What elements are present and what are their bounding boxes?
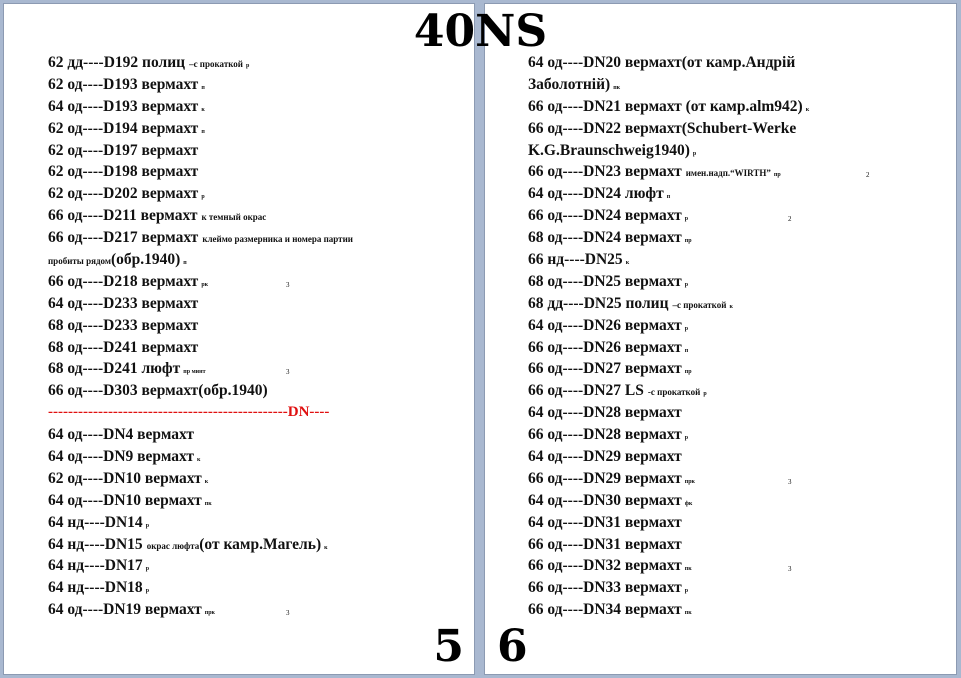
entry-line: [528, 358, 948, 380]
entry-mark: к: [201, 106, 205, 113]
entry-mark: пр: [684, 238, 692, 245]
entry-mark: р: [246, 63, 250, 69]
entry-text: 64 од----DN24 люфт: [528, 185, 664, 203]
entry-line: [528, 249, 948, 271]
entry-mark: п: [183, 260, 187, 267]
entry-mark: пр: [684, 369, 692, 376]
section-separator: ------------------------------------------------DN----: [48, 404, 330, 421]
entry-line: [528, 227, 948, 249]
entry-line: [48, 555, 468, 577]
entry-line: [48, 380, 468, 402]
entry-text: 66 од----DN23 вермахт: [528, 163, 682, 181]
entry-superscript: 3: [286, 368, 290, 377]
entry-line: [528, 183, 948, 205]
entry-text: 66 од----DN31 вермахт: [528, 535, 682, 553]
entry-note: –с прокаткой: [189, 59, 243, 69]
entry-line: [48, 337, 468, 359]
entry-line: [48, 227, 468, 249]
entry-text: 66 од----D217 вермахт: [48, 229, 199, 247]
entry-text: 62 од----D198 вермахт: [48, 163, 199, 181]
entry-text: 66 од----DN33 вермахт: [528, 579, 682, 597]
entry-line: [48, 446, 468, 468]
entry-note: окрас люфта: [146, 540, 200, 551]
entry-line: [528, 555, 948, 577]
entry-superscript: 3: [286, 280, 290, 289]
entry-line: [48, 249, 468, 271]
entry-line: [48, 161, 468, 183]
entry-superscript: 3: [788, 565, 792, 574]
entry-text: 62 од----D193 вермахт: [48, 75, 199, 93]
entry-text: 64 од----DN20 вермахт(от камр.Андрій: [528, 54, 796, 71]
entry-mark: п: [666, 194, 671, 201]
entry-text: 64 нд----DN17: [48, 557, 143, 575]
entry-line: [528, 140, 948, 162]
entry-note: пробиты рядом: [48, 256, 111, 267]
entry-text: 68 од----D233 вермахт: [48, 316, 199, 334]
entry-line: [48, 74, 468, 96]
entry-mark: п: [201, 128, 205, 135]
entry-text: 64 од----D193 вермахт: [48, 97, 199, 115]
entry-mark: р: [684, 435, 689, 442]
entry-mark: прк: [684, 478, 696, 485]
entry-text: 64 од----DN28 вермахт: [528, 404, 682, 422]
entry-line: [48, 468, 468, 490]
entry-line: [528, 293, 948, 315]
entry-superscript: 3: [286, 609, 290, 618]
entry-mark: р: [684, 325, 689, 332]
entry-text-extra: (обр.1940): [110, 251, 181, 269]
entry-mark: к: [204, 478, 209, 485]
entry-line: [528, 118, 948, 140]
entry-text: 64 од----DN29 вермахт: [528, 448, 682, 466]
entry-text: 66 од----DN27 LS: [528, 382, 644, 400]
entry-text: 66 од----DN34 вермахт: [528, 601, 682, 619]
entry-text: 68 од----D241 вермахт: [48, 338, 199, 356]
entry-line: [48, 534, 468, 556]
document-title: 40NS: [413, 6, 548, 57]
entry-text: Заболотній): [528, 75, 611, 93]
entry-line: [528, 534, 948, 556]
entry-text: 66 од----D211 вермахт: [48, 207, 198, 225]
entry-text: 64 од----DN26 вермахт: [528, 316, 682, 334]
entry-line: [528, 446, 948, 468]
entry-mark: р: [145, 522, 150, 529]
entry-line: [48, 599, 468, 621]
entry-mark: к: [197, 457, 201, 464]
entry-line: [528, 577, 948, 599]
entry-text: 64 од----DN9 вермахт: [48, 448, 194, 466]
entry-text: 66 нд----DN25: [528, 251, 623, 269]
entry-text: 62 од----D194 вермахт: [48, 119, 199, 137]
entry-text: 66 од----DN24 вермахт: [528, 207, 682, 225]
entry-line: [528, 599, 948, 621]
entry-text: 62 од----DN10 вермахт: [48, 469, 202, 487]
entry-text: 66 од----DN29 вермахт: [528, 469, 682, 487]
entry-mark: р: [145, 566, 150, 573]
entry-line: [528, 96, 948, 118]
entry-text: 66 од----DN21 вермахт (от камр.alm942): [528, 97, 803, 115]
entry-text: 64 нд----DN18: [48, 579, 143, 597]
entry-line: [48, 358, 468, 380]
right-page-lines: [528, 52, 948, 621]
entry-superscript: 2: [866, 171, 870, 180]
entry-line: [528, 468, 948, 490]
entry-mark: к: [324, 544, 328, 551]
entry-mark: пр: [773, 172, 781, 179]
entry-superscript: 3: [788, 477, 792, 486]
entry-note: –с прокаткой: [672, 299, 727, 310]
entry-text: K.G.Braunschweig1940): [528, 141, 690, 159]
entry-mark: к: [729, 303, 733, 310]
entry-mark: п: [684, 347, 689, 354]
entry-note: -с прокаткой: [647, 387, 701, 398]
entry-mark: к: [805, 106, 810, 113]
entry-text: 66 од----DN28 вермахт: [528, 426, 682, 444]
entry-line: [528, 424, 948, 446]
entry-mark: пк: [613, 84, 621, 91]
entry-line: [528, 315, 948, 337]
entry-line: [528, 161, 948, 183]
entry-mark: фк: [684, 500, 693, 507]
entry-line: [48, 140, 468, 162]
entry-line: [528, 74, 948, 96]
entry-line: [48, 205, 468, 227]
entry-note: клеймо размерника и номера партии: [202, 234, 353, 245]
entry-line: [48, 96, 468, 118]
entry-mark: пк: [684, 566, 692, 573]
entry-mark: пк: [204, 500, 212, 507]
entry-mark: рк: [201, 281, 209, 288]
entry-line: [528, 337, 948, 359]
entry-text: 66 од----DN32 вермахт: [528, 557, 682, 575]
entry-line: [48, 490, 468, 512]
entry-mark: пр минт: [183, 369, 206, 376]
entry-text: 66 од----DN22 вермахт(Schubert-Werke: [528, 119, 797, 137]
entry-superscript: 2: [788, 215, 792, 224]
entry-line: [48, 424, 468, 446]
entry-line: [48, 512, 468, 534]
entry-mark: р: [201, 194, 205, 201]
entry-note: к темный окрас: [201, 212, 267, 223]
entry-mark: пк: [684, 610, 692, 617]
left-page-lines: [48, 52, 468, 621]
entry-text: 68 од----D241 люфт: [48, 360, 181, 378]
entry-text: 64 од----DN19 вермахт: [48, 601, 202, 619]
entry-text: 64 од----DN10 вермахт: [48, 491, 202, 509]
entry-line: [528, 512, 948, 534]
entry-text: 62 дд----D192 полиц: [48, 54, 186, 71]
entry-mark: р: [684, 281, 689, 288]
entry-mark: р: [684, 588, 689, 595]
entry-mark: р: [692, 150, 697, 157]
entry-text: 66 од----D218 вермахт: [48, 272, 199, 290]
entry-text: 64 од----D233 вермахт: [48, 294, 199, 312]
entry-mark: п: [201, 84, 205, 91]
entry-mark: прк: [204, 610, 216, 617]
entry-line: [48, 183, 468, 205]
entry-mark: р: [684, 216, 689, 223]
entry-line: [528, 271, 948, 293]
entry-text: 64 нд----DN14: [48, 513, 143, 531]
entry-mark: р: [703, 391, 707, 398]
entry-line: [528, 205, 948, 227]
entry-mark: р: [145, 588, 150, 595]
entry-note: имен.надп.“WIRTH”: [685, 168, 771, 179]
entry-line: [48, 271, 468, 293]
right-page: [485, 4, 956, 674]
entry-text: 62 од----D197 вермахт: [48, 141, 199, 159]
entry-text: 66 од----DN27 вермахт: [528, 360, 682, 378]
entry-line: [528, 402, 948, 424]
entry-text: 64 од----DN4 вермахт: [48, 426, 194, 444]
entry-text: 68 од----DN25 вермахт: [528, 272, 682, 290]
entry-text: 68 дд----DN25 полиц: [528, 294, 669, 312]
entry-text: 66 од----DN26 вермахт: [528, 338, 682, 356]
entry-line: [48, 577, 468, 599]
entry-text: 68 од----DN24 вермахт: [528, 229, 682, 247]
page-number-left: 5: [433, 621, 464, 672]
left-page: [4, 4, 474, 674]
entry-text-extra: (от камр.Магель): [199, 535, 322, 553]
entry-text: 62 од----D202 вермахт: [48, 185, 199, 203]
entry-text: 64 од----DN31 вермахт: [528, 513, 682, 531]
entry-line: [48, 293, 468, 315]
entry-text: 64 од----DN30 вермахт: [528, 491, 682, 509]
entry-mark: к: [625, 260, 630, 267]
entry-line: [528, 490, 948, 512]
entry-line: [48, 118, 468, 140]
entry-line: [528, 380, 948, 402]
entry-text: 66 од----D303 вермахт(обр.1940): [48, 382, 268, 400]
entry-text: 64 нд----DN15: [48, 535, 143, 553]
entry-line: [48, 315, 468, 337]
page-number-right: 6: [497, 621, 528, 672]
